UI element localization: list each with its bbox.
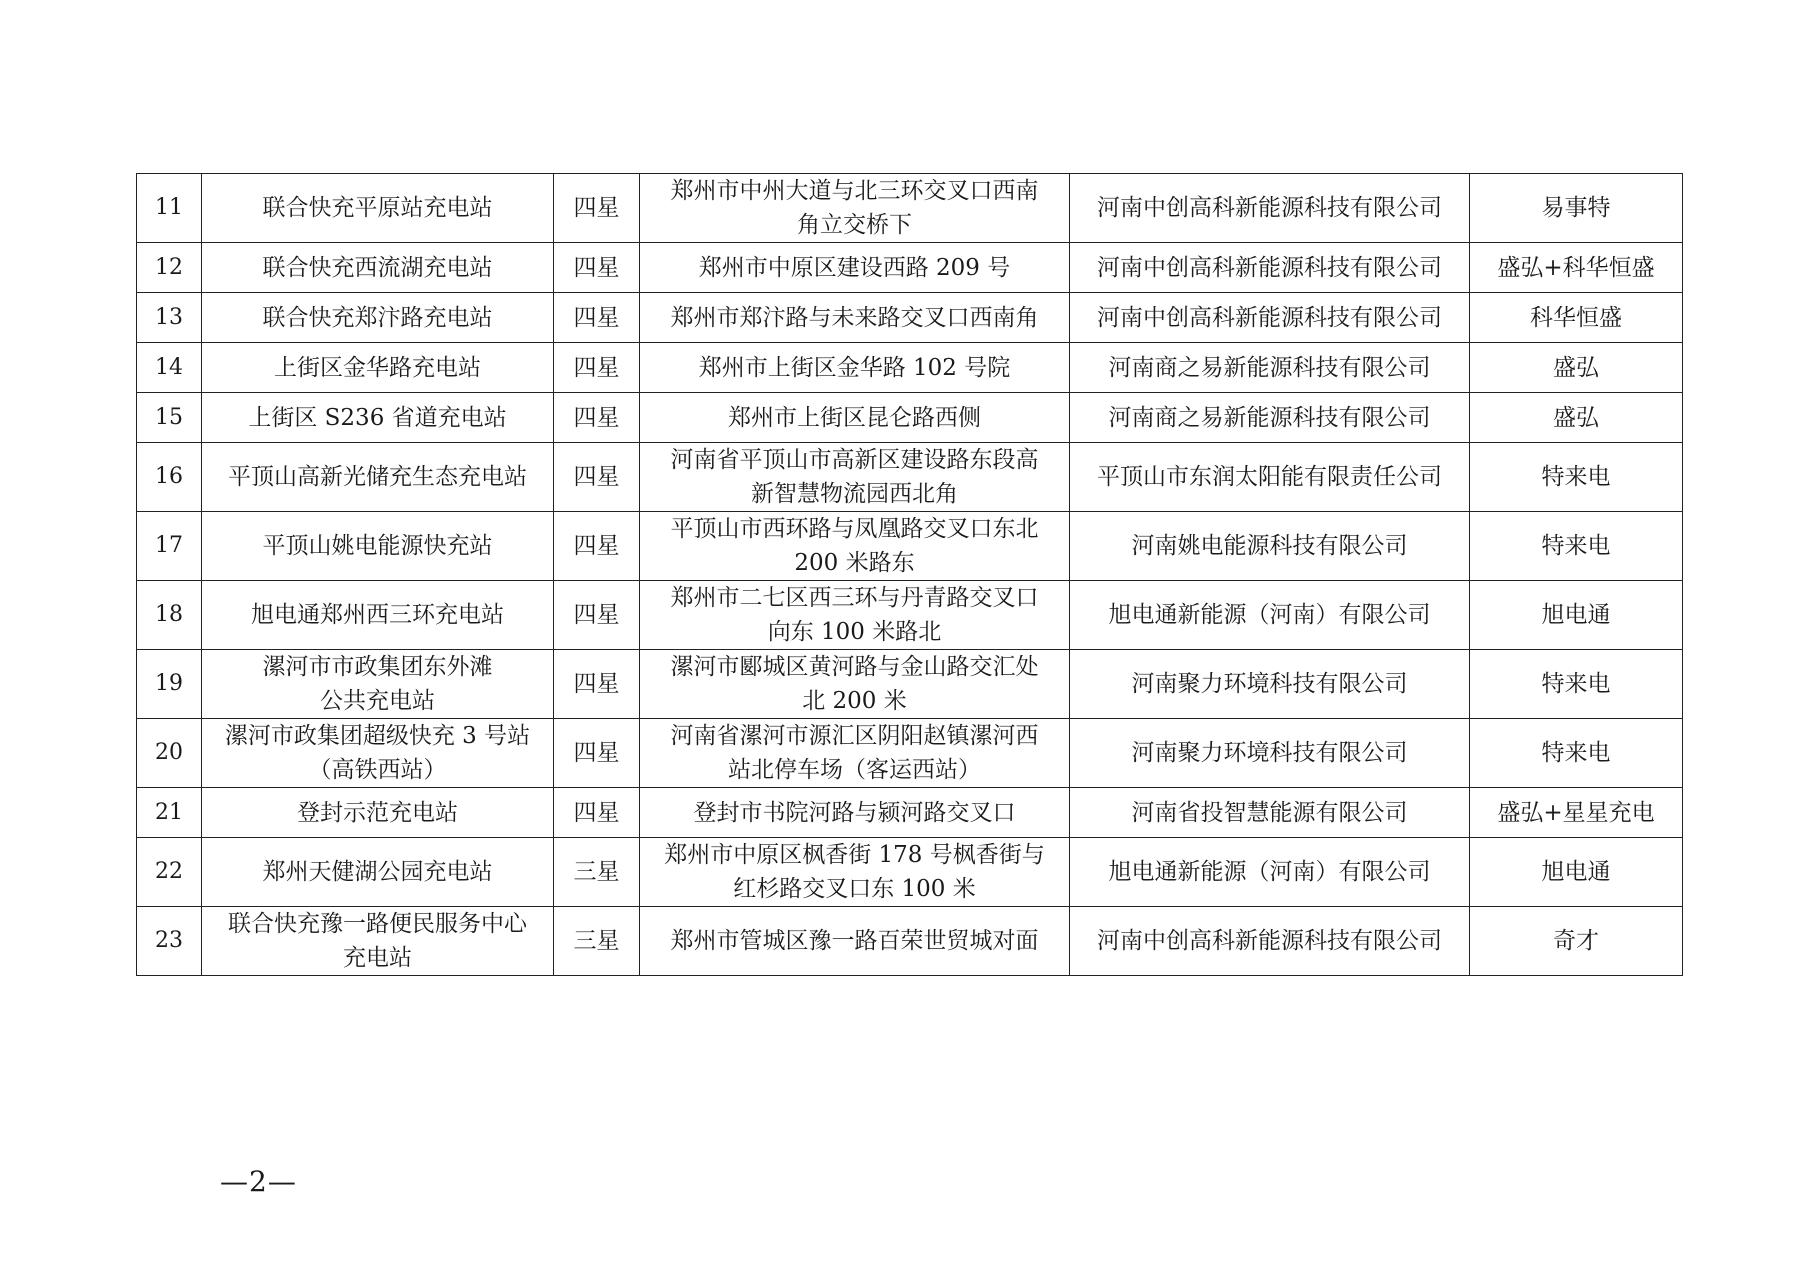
- station-name-cell: 旭电通郑州西三环充电站: [202, 581, 554, 650]
- station-address-cell: 郑州市上街区金华路 102 号院: [640, 343, 1070, 393]
- page-number: —2—: [220, 1165, 297, 1198]
- table-row: [137, 293, 1683, 343]
- table-row: [137, 788, 1683, 838]
- table-row: [137, 719, 1683, 788]
- operator-company-cell: 旭电通新能源（河南）有限公司: [1070, 838, 1470, 907]
- station-name-cell: 联合快充郑汴路充电站: [202, 293, 554, 343]
- table-row: [137, 243, 1683, 293]
- row-number-cell: 23: [137, 907, 202, 976]
- equipment-brand-cell: 盛弘+科华恒盛: [1470, 243, 1683, 293]
- operator-company-cell: 河南中创高科新能源科技有限公司: [1070, 293, 1470, 343]
- station-name-cell: 联合快充西流湖充电站: [202, 243, 554, 293]
- table-row: [137, 443, 1683, 512]
- row-number-cell: 18: [137, 581, 202, 650]
- row-number-cell: 19: [137, 650, 202, 719]
- station-name-cell: 平顶山高新光储充生态充电站: [202, 443, 554, 512]
- station-name-cell: 郑州天健湖公园充电站: [202, 838, 554, 907]
- row-number-cell: 21: [137, 788, 202, 838]
- operator-company-cell: 河南聚力环境科技有限公司: [1070, 719, 1470, 788]
- table-row: [137, 907, 1683, 976]
- charging-station-table: [136, 173, 1683, 976]
- table-row: [137, 512, 1683, 581]
- station-name-cell: 漯河市政集团超级快充 3 号站 （高铁西站）: [202, 719, 554, 788]
- operator-company-cell: 河南省投智慧能源有限公司: [1070, 788, 1470, 838]
- row-number-cell: 17: [137, 512, 202, 581]
- operator-company-cell: 平顶山市东润太阳能有限责任公司: [1070, 443, 1470, 512]
- station-address-cell: 登封市书院河路与颍河路交叉口: [640, 788, 1070, 838]
- station-address-cell: 郑州市上街区昆仑路西侧: [640, 393, 1070, 443]
- equipment-brand-cell: 科华恒盛: [1470, 293, 1683, 343]
- table-row: [137, 393, 1683, 443]
- star-rating-cell: 四星: [554, 443, 640, 512]
- operator-company-cell: 河南商之易新能源科技有限公司: [1070, 393, 1470, 443]
- row-number-cell: 22: [137, 838, 202, 907]
- star-rating-cell: 四星: [554, 393, 640, 443]
- station-address-cell: 郑州市中原区枫香街 178 号枫香街与 红杉路交叉口东 100 米: [640, 838, 1070, 907]
- operator-company-cell: 旭电通新能源（河南）有限公司: [1070, 581, 1470, 650]
- table-row: [137, 581, 1683, 650]
- equipment-brand-cell: 特来电: [1470, 443, 1683, 512]
- star-rating-cell: 四星: [554, 293, 640, 343]
- station-name-cell: 上街区 S236 省道充电站: [202, 393, 554, 443]
- row-number-cell: 15: [137, 393, 202, 443]
- table-row: [137, 343, 1683, 393]
- equipment-brand-cell: 奇才: [1470, 907, 1683, 976]
- star-rating-cell: 四星: [554, 719, 640, 788]
- star-rating-cell: 四星: [554, 243, 640, 293]
- star-rating-cell: 四星: [554, 650, 640, 719]
- station-address-cell: 河南省平顶山市高新区建设路东段高 新智慧物流园西北角: [640, 443, 1070, 512]
- equipment-brand-cell: 特来电: [1470, 719, 1683, 788]
- station-name-cell: 平顶山姚电能源快充站: [202, 512, 554, 581]
- row-number-cell: 13: [137, 293, 202, 343]
- station-address-cell: 郑州市管城区豫一路百荣世贸城对面: [640, 907, 1070, 976]
- operator-company-cell: 河南聚力环境科技有限公司: [1070, 650, 1470, 719]
- star-rating-cell: 四星: [554, 788, 640, 838]
- station-address-cell: 郑州市郑汴路与未来路交叉口西南角: [640, 293, 1070, 343]
- station-name-cell: 联合快充平原站充电站: [202, 174, 554, 243]
- row-number-cell: 16: [137, 443, 202, 512]
- station-name-cell: 联合快充豫一路便民服务中心 充电站: [202, 907, 554, 976]
- star-rating-cell: 四星: [554, 512, 640, 581]
- star-rating-cell: 四星: [554, 581, 640, 650]
- equipment-brand-cell: 盛弘: [1470, 393, 1683, 443]
- table-row: [137, 174, 1683, 243]
- operator-company-cell: 河南中创高科新能源科技有限公司: [1070, 174, 1470, 243]
- table-body: [137, 174, 1683, 976]
- equipment-brand-cell: 特来电: [1470, 650, 1683, 719]
- star-rating-cell: 三星: [554, 838, 640, 907]
- station-address-cell: 河南省漯河市源汇区阴阳赵镇漯河西 站北停车场（客运西站）: [640, 719, 1070, 788]
- equipment-brand-cell: 旭电通: [1470, 581, 1683, 650]
- station-address-cell: 漯河市郾城区黄河路与金山路交汇处 北 200 米: [640, 650, 1070, 719]
- station-address-cell: 郑州市二七区西三环与丹青路交叉口 向东 100 米路北: [640, 581, 1070, 650]
- station-address-cell: 平顶山市西环路与凤凰路交叉口东北 200 米路东: [640, 512, 1070, 581]
- star-rating-cell: 三星: [554, 907, 640, 976]
- equipment-brand-cell: 盛弘: [1470, 343, 1683, 393]
- equipment-brand-cell: 盛弘+星星充电: [1470, 788, 1683, 838]
- table-row: [137, 838, 1683, 907]
- equipment-brand-cell: 易事特: [1470, 174, 1683, 243]
- station-name-cell: 登封示范充电站: [202, 788, 554, 838]
- station-name-cell: 上街区金华路充电站: [202, 343, 554, 393]
- operator-company-cell: 河南中创高科新能源科技有限公司: [1070, 907, 1470, 976]
- row-number-cell: 11: [137, 174, 202, 243]
- row-number-cell: 20: [137, 719, 202, 788]
- station-address-cell: 郑州市中州大道与北三环交叉口西南 角立交桥下: [640, 174, 1070, 243]
- table-row: [137, 650, 1683, 719]
- operator-company-cell: 河南中创高科新能源科技有限公司: [1070, 243, 1470, 293]
- row-number-cell: 14: [137, 343, 202, 393]
- station-address-cell: 郑州市中原区建设西路 209 号: [640, 243, 1070, 293]
- station-name-cell: 漯河市市政集团东外滩 公共充电站: [202, 650, 554, 719]
- equipment-brand-cell: 特来电: [1470, 512, 1683, 581]
- star-rating-cell: 四星: [554, 343, 640, 393]
- row-number-cell: 12: [137, 243, 202, 293]
- operator-company-cell: 河南商之易新能源科技有限公司: [1070, 343, 1470, 393]
- star-rating-cell: 四星: [554, 174, 640, 243]
- operator-company-cell: 河南姚电能源科技有限公司: [1070, 512, 1470, 581]
- equipment-brand-cell: 旭电通: [1470, 838, 1683, 907]
